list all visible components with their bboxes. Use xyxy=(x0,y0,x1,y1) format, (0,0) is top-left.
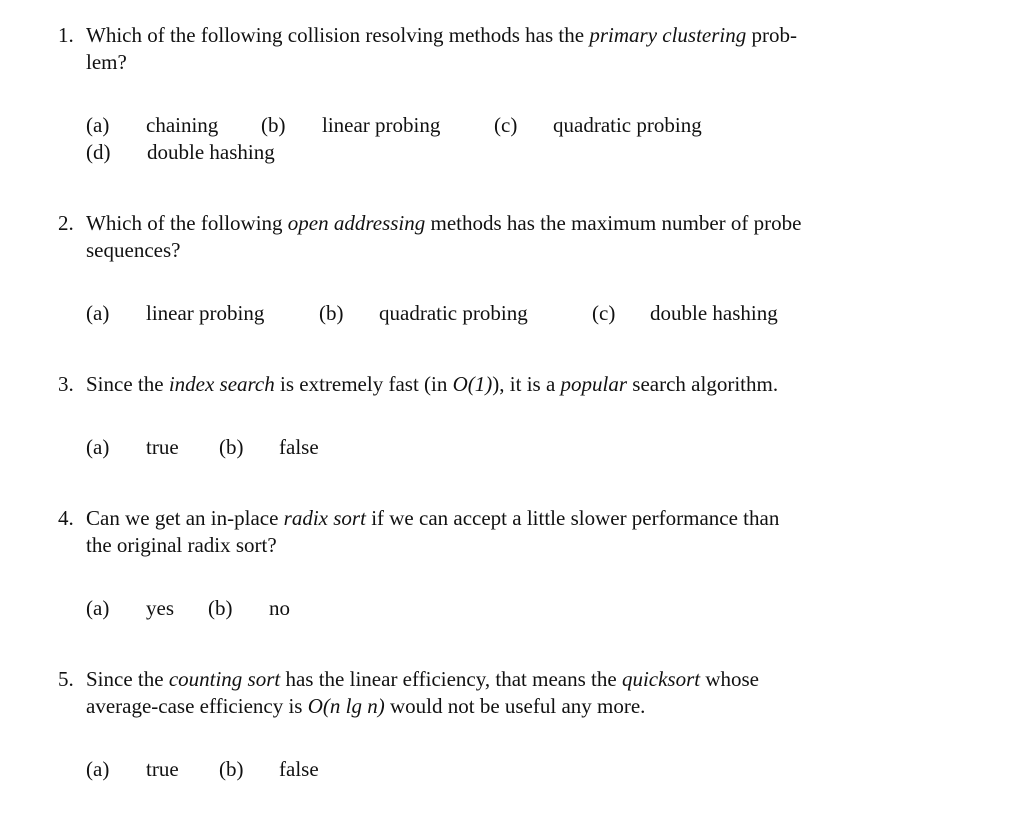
option-label: (b) xyxy=(319,301,344,325)
question-line: the original radix sort? xyxy=(86,533,277,557)
option-text: chaining xyxy=(146,113,219,137)
option-label: (a) xyxy=(86,113,110,137)
option-text: false xyxy=(279,757,319,781)
question-text xyxy=(58,666,938,720)
option-text: quadratic probing xyxy=(553,113,702,137)
option-label: (b) xyxy=(219,757,244,781)
question-line: Which of the following collision resolving methods has the primary clustering prob- xyxy=(86,23,797,47)
question-line: lem? xyxy=(86,50,127,74)
option-text: yes xyxy=(146,596,174,620)
option-label: (a) xyxy=(86,301,110,325)
option-label: (c) xyxy=(494,113,518,137)
option-label: (b) xyxy=(208,596,233,620)
question-text xyxy=(58,210,938,264)
option-text: false xyxy=(279,435,319,459)
question-line: average-case efficiency is O(n lg n) would not be useful any more. xyxy=(86,694,646,718)
question-line: Can we get an in-place radix sort if we can accept a little slower performance than xyxy=(86,506,780,530)
question-number: 5. xyxy=(58,667,74,691)
question-line: Since the counting sort has the linear efficiency, that means the quicksort whose xyxy=(86,667,760,691)
option-label: (d) xyxy=(86,140,111,164)
question-body xyxy=(58,666,938,720)
question-number: 1. xyxy=(58,23,74,47)
option-text: quadratic probing xyxy=(379,301,528,325)
option-label: (b) xyxy=(261,113,286,137)
option-label: (b) xyxy=(219,435,244,459)
option-label: (a) xyxy=(86,435,110,459)
question-line: Since the index search is extremely fast (in O(1)), it is a popular search algorithm. xyxy=(86,372,779,396)
option-text: linear probing xyxy=(322,113,441,137)
option-label: (a) xyxy=(86,757,110,781)
option-text: no xyxy=(269,596,290,620)
question-line: Which of the following open addressing methods has the maximum number of probe xyxy=(86,211,802,235)
question-body xyxy=(58,210,938,264)
question-body xyxy=(58,22,938,76)
option-text: double hashing xyxy=(650,301,778,325)
question-line: sequences? xyxy=(86,238,181,262)
option-text: true xyxy=(146,757,179,781)
math-expression: O(n lg n) xyxy=(307,694,385,718)
option-label: (c) xyxy=(592,301,616,325)
math-expression: O(1) xyxy=(452,372,493,396)
option-label: (a) xyxy=(86,596,110,620)
question-text xyxy=(58,22,938,76)
question-text xyxy=(58,371,938,398)
question-number: 2. xyxy=(58,211,74,235)
option-text: double hashing xyxy=(147,140,275,164)
question-body xyxy=(58,505,938,559)
option-text: true xyxy=(146,435,179,459)
option-text: linear probing xyxy=(146,301,265,325)
question-text xyxy=(58,505,938,559)
question-number: 4. xyxy=(58,506,74,530)
question-body xyxy=(58,371,938,398)
question-number: 3. xyxy=(58,372,74,396)
